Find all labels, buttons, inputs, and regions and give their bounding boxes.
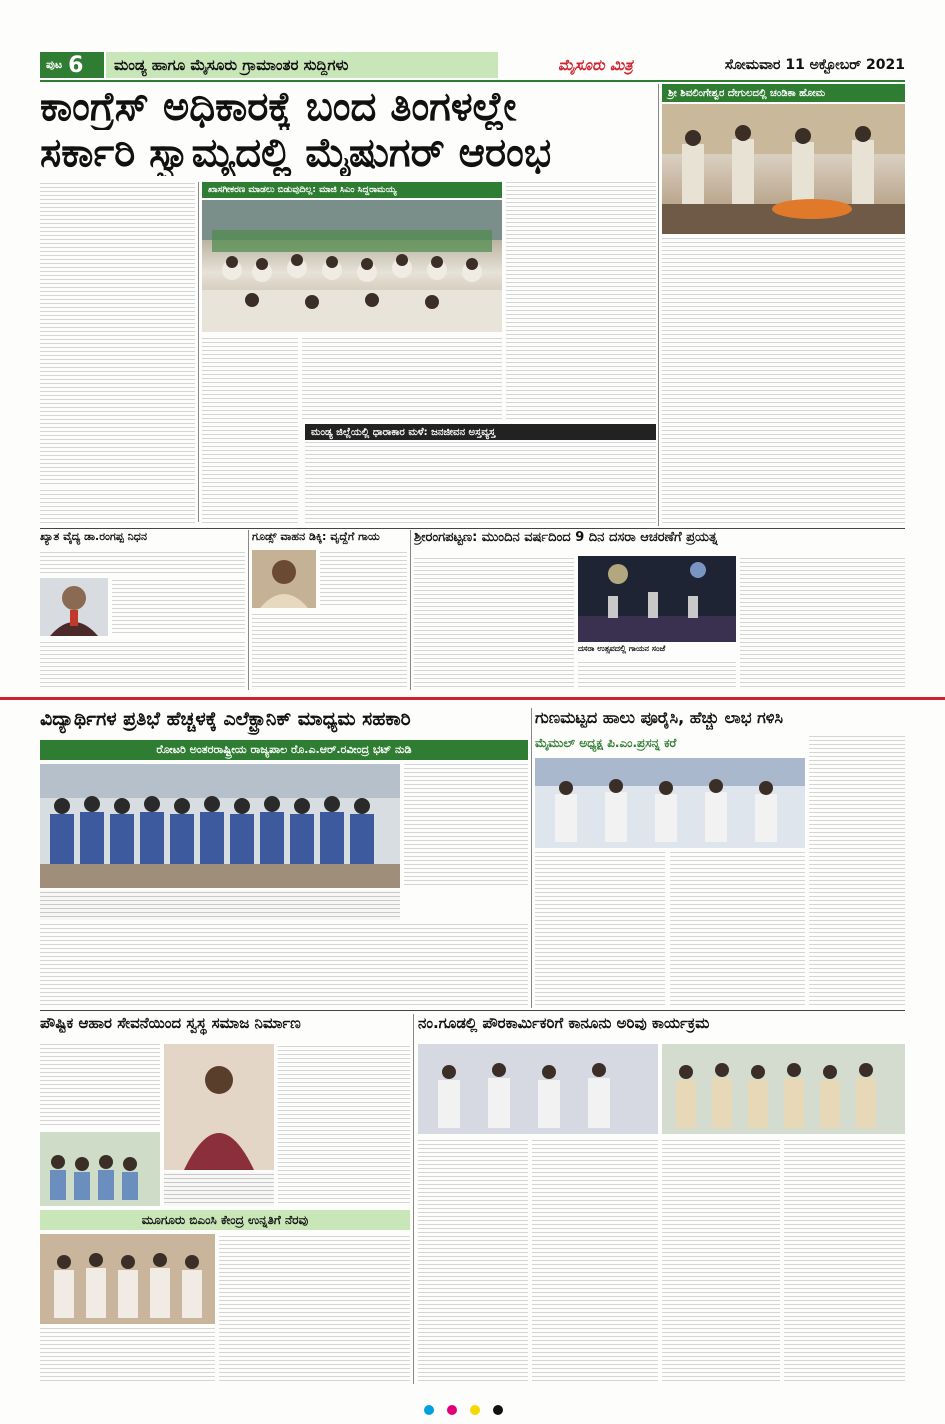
lead-headline-line2: ಸರ್ಕಾರಿ ಸ್ವಾಮ್ಯದಲ್ಲಿ ಮೈಷುಗರ್ ಆರಂಭ: [40, 130, 552, 176]
bmc-illustration: [40, 1234, 215, 1324]
column-divider: [410, 530, 411, 690]
masthead-rule: [40, 80, 905, 82]
milk-body-col2: [670, 852, 805, 1008]
bmc-group-photo: [40, 1234, 215, 1324]
column-divider: [531, 708, 532, 1008]
milk-headline: [535, 708, 905, 734]
dasara-body-middle: [578, 660, 736, 690]
nutrition-caption: [164, 1172, 274, 1206]
page-label: ಪುಟ: [46, 58, 63, 71]
lead-photo-caption-bar: [202, 182, 502, 198]
column-divider: [198, 182, 199, 522]
tablets-body-bottom: [40, 924, 528, 1008]
nutrition-body-col3: [278, 1044, 410, 1206]
obituary-heading: [40, 530, 245, 548]
tablets-body-right: [404, 764, 528, 888]
tablets-group-photo: [40, 764, 400, 888]
cow-victim-photo: [252, 550, 316, 608]
lead-headline: [40, 84, 655, 180]
bmc-headline: ಮೂಗೂರು ಬಿಎಂಸಿ ಕೇಂದ್ರ ಉನ್ನತಿಗೆ ನೆರವು: [141, 1212, 309, 1227]
lead-body-column-2: [202, 336, 298, 526]
crowd-illustration: [202, 200, 502, 332]
band-rule: [40, 1010, 905, 1011]
milk-body-right: [809, 736, 905, 1008]
date-text: ಸೋಮವಾರ 11 ಅಕ್ಟೋಬರ್ 2021: [724, 57, 905, 73]
legal-headline-text: ನಂ.ಗೂಡಲ್ಲಿ ಪೌರಕಾರ್ಮಿಕರಿಗೆ ಕಾನೂನು ಅರಿವು ಕಾರ್ಯಕ್ರಮ: [418, 1014, 710, 1032]
obituary-body-bottom: [40, 640, 245, 690]
page-number: 6: [68, 52, 84, 78]
legal-headline: [418, 1014, 905, 1040]
bmc-body-col1: [40, 1328, 215, 1384]
dasara-heading: [414, 530, 905, 552]
obituary-body-top: [40, 550, 245, 576]
dasara-photo-caption: [578, 644, 736, 658]
cow-body-bottom: [252, 612, 407, 690]
legal-body-col2: [532, 1138, 658, 1384]
obituary-heading-text: ಖ್ಯಾತ ವೈದ್ಯ ಡಾ.ರಂಗಪ್ಪ ನಿಧನ: [40, 530, 147, 543]
cow-body-side: [320, 550, 407, 608]
nutrition-body-col1: [40, 1044, 160, 1128]
tablets-subhead: ರೋಟರಿ ಅಂತರರಾಷ್ಟ್ರೀಯ ರಾಜ್ಯಪಾಲ ರೊ.ಎ.ಆರ್.ರವೀಂದ್ರ ಭಟ್ ನುಡಿ: [156, 743, 412, 756]
rain-body: [305, 442, 656, 526]
registration-marks: [420, 1400, 540, 1414]
milk-headline-text: ಗುಣಮಟ್ಟದ ಹಾಲು ಪೂರೈಸಿ, ಹೆಚ್ಚು ಲಾಭ ಗಳಿಸಿ: [535, 708, 784, 727]
victim-illustration: [252, 550, 316, 608]
lead-body-column-1b: [40, 490, 195, 526]
cow-heading: [252, 530, 407, 548]
column-divider: [248, 530, 249, 690]
nutrition-headline: [40, 1014, 410, 1040]
dasara-concert-photo: [578, 556, 736, 642]
masthead: [40, 52, 905, 78]
legal-body-col3: [662, 1138, 780, 1384]
homa-heading: ಶ್ರೀ ಶಿವಲಿಂಗೇಶ್ವರ ದೇಗುಲದಲ್ಲಿ ಚಂಡಿಕಾ ಹೋಮ: [668, 87, 826, 99]
audience-illustration: [40, 1132, 160, 1206]
cyan-mark: [424, 1405, 434, 1415]
legal-illustration: [418, 1044, 658, 1134]
magenta-mark: [447, 1405, 457, 1415]
tablets-photo-caption: [40, 890, 400, 920]
homa-photo: [662, 104, 905, 234]
cow-heading-text: ಗೂಡ್ಸ್ ವಾಹನ ಡಿಕ್ಕಿ: ವೃದ್ದೆಗೆ ಗಾಯ: [252, 530, 380, 543]
paper-name-text: ಮೈಸೂರು ಮಿತ್ರ: [558, 56, 633, 74]
homa-heading-bar: [662, 84, 905, 102]
paper-name: [558, 52, 698, 78]
speaker-illustration: [164, 1044, 274, 1170]
homa-body: [662, 238, 905, 526]
milk-event-photo: [535, 758, 805, 848]
milk-subhead-text: ಮೈಮುಲ್ ಅಧ್ಯಕ್ಷ ಪಿ.ಎಂ.ಪ್ರಸನ್ನ ಕರೆ: [535, 736, 677, 750]
column-divider: [658, 84, 659, 526]
students-illustration: [40, 764, 400, 888]
black-mark: [493, 1405, 503, 1415]
milk-subhead: [535, 736, 805, 756]
fold-rule: [0, 697, 945, 700]
section-title-text: ಮಂಡ್ಯ ಹಾಗೂ ಮೈಸೂರು ಗ್ರಾಮಾಂತರ ಸುದ್ದಿಗಳು: [114, 56, 349, 74]
lead-body-column-3: [302, 336, 502, 422]
rain-heading: ಮಂಡ್ಯ ಜಿಲ್ಲೆಯಲ್ಲಿ ಧಾರಾಕಾರ ಮಳೆ: ಜನಜೀವನ ಅಸ್ತವ್ಯಸ್ತ: [311, 426, 496, 438]
obituary-body-side: [112, 578, 245, 636]
tablets-subhead-bar: [40, 740, 528, 760]
lead-photo-caption: ಖಾಸಗೀಕರಣ ಮಾಡಲು ಬಿಡುವುದಿಲ್ಲ: ಮಾಜಿ ಸಿಎಂ ಸಿದ್ದರಾಮಯ್ಯ: [208, 185, 397, 195]
tablets-headline: [40, 708, 528, 738]
nutrition-audience-photo: [40, 1132, 160, 1206]
obituary-portrait: [40, 578, 108, 636]
legal-body-col1: [418, 1138, 528, 1384]
page-number-box: [40, 52, 104, 78]
milk-body-col1: [535, 852, 665, 1008]
date-line: [710, 52, 905, 78]
lead-headline-line1: ಕಾಂಗ್ರೆಸ್ ಅಧಿಕಾರಕ್ಕೆ ಬಂದ ತಿಂಗಳಲ್ಲೇ: [40, 84, 517, 130]
lead-photo-protest: [202, 200, 502, 332]
nutrition-speaker-photo: [164, 1044, 274, 1170]
dasara-heading-text: ಶ್ರೀರಂಗಪಟ್ಟಣ: ಮುಂದಿನ ವರ್ಷದಿಂದ 9 ದಿನ ದಸರಾ ಆಚರಣೆಗೆ ಪ್ರಯತ್ನ: [414, 530, 718, 545]
legal-group-photo: [662, 1044, 905, 1134]
band-rule: [40, 528, 905, 529]
legal-event-photo: [418, 1044, 658, 1134]
lead-body-column-1: [40, 182, 195, 487]
nutrition-headline-text: ಪೌಷ್ಟಿಕ ಆಹಾರ ಸೇವನೆಯಿಂದ ಸ್ವಸ್ಥ ಸಮಾಜ ನಿರ್ಮಾಣ: [40, 1014, 301, 1032]
homa-ritual-illustration: [662, 104, 905, 234]
tablets-headline-text: ವಿದ್ಯಾರ್ಥಿಗಳ ಪ್ರತಿಭೆ ಹೆಚ್ಚಳಕ್ಕೆ ಎಲೆಕ್ಟ್ರಾನಿಕ್ ಮಾಧ್ಯಮ ಸಹಕಾರಿ: [40, 708, 411, 730]
lead-body-column-4: [506, 182, 656, 422]
dasara-body-right: [740, 556, 905, 690]
workers-illustration: [662, 1044, 905, 1134]
legal-body-col4: [784, 1138, 905, 1384]
dasara-photo-caption-text: ದಸರಾ ಉತ್ಸವದಲ್ಲಿ ಗಾಯನ ಸಂಜೆ: [578, 644, 666, 653]
bmc-headline-bar: [40, 1210, 410, 1230]
section-title: [106, 52, 498, 78]
column-divider: [413, 1014, 414, 1384]
concert-illustration: [578, 556, 736, 642]
portrait-illustration: [40, 578, 108, 636]
stage-illustration: [535, 758, 805, 848]
rain-heading-bar: [305, 424, 656, 440]
dasara-body-left: [414, 556, 574, 690]
yellow-mark: [470, 1405, 480, 1415]
bmc-body-col2: [219, 1234, 410, 1384]
